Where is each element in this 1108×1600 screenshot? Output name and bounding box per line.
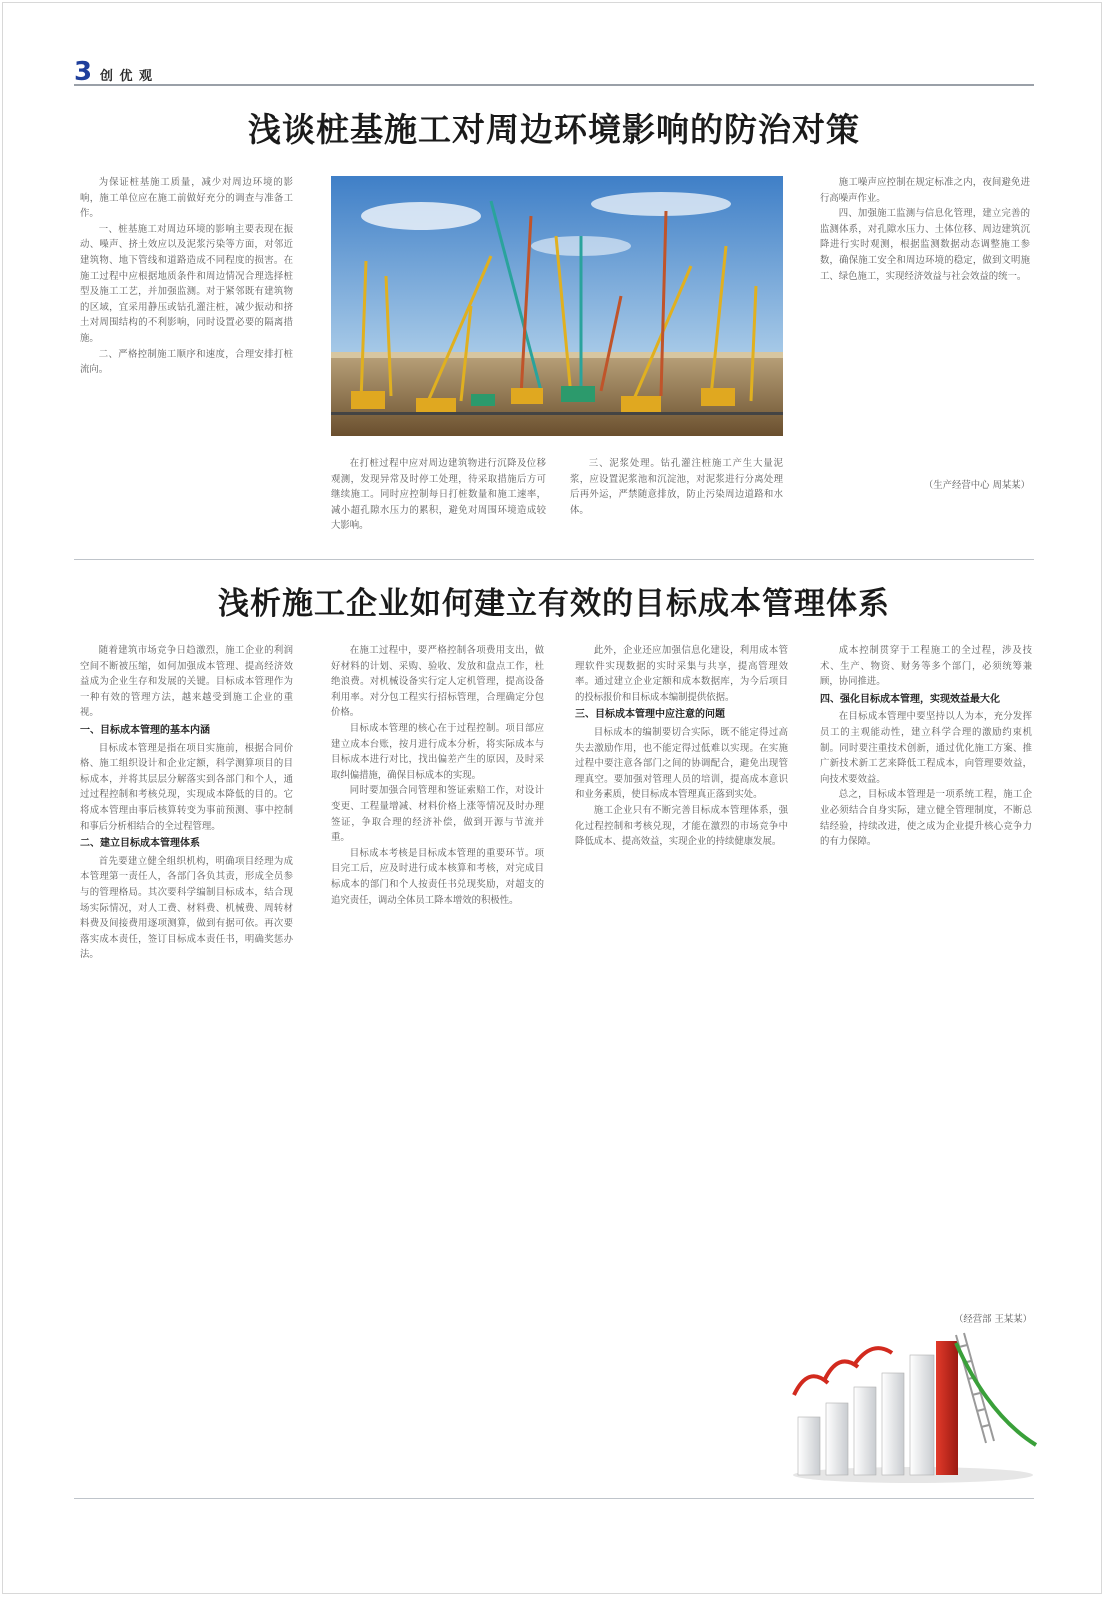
article1-col1-para: 为保证桩基施工质量，减少对周边环境的影响，施工单位应在施工前做好充分的调查与准备工作。	[80, 177, 293, 220]
article2-col3	[575, 643, 788, 1485]
article1-col4-para: 施工噪声应控制在规定标准之内，夜间避免进行高噪声作业。	[820, 177, 1030, 204]
article1-title: 浅谈桩基施工对周边环境影响的防治对策	[248, 110, 860, 149]
section-name: 创 优 观	[100, 69, 154, 84]
article2-col2-para: 在施工过程中，要严格控制各项费用支出，做好材料的计划、采购、验收、发放和盘点工作，杜绝浪费。对机械设备实行定人定机管理，提高设备利用率。对分包工程实行招标管理，合理确定分包价格。	[331, 645, 544, 719]
article1-col3-para: 三、泥浆处理。钻孔灌注桩施工产生大量泥浆，应设置泥浆池和沉淀池，对泥浆进行分离处理后再外运，严禁随意排放，防止污染周边道路和水体。	[570, 458, 783, 516]
article2-signature: （经营部 王某某）	[954, 1314, 1032, 1325]
article2-col1-para: 随着建筑市场竞争日趋激烈，施工企业的利润空间不断被压缩，如何加强成本管理、提高经济效益成为企业生存和发展的关键。目标成本管理作为一种有效的管理方法，越来越受到施工企业的重视。	[80, 645, 293, 719]
article2-col3-para: 此外，企业还应加强信息化建设，利用成本管理软件实现数据的实时采集与共享，提高管理效率。通过建立企业定额和成本数据库，为今后项目的投标报价和目标成本编制提供依据。	[575, 645, 788, 703]
header-rule	[74, 84, 1034, 86]
article2-col3-para: 施工企业只有不断完善目标成本管理体系，强化过程控制和考核兑现，才能在激烈的市场竞争中降低成本、提高效益，实现企业的持续健康发展。	[575, 804, 788, 848]
article2-title: 浅析施工企业如何建立有效的目标成本管理体系	[218, 586, 890, 622]
article1-col3	[570, 456, 783, 546]
article2-col4-para: 在目标成本管理中要坚持以人为本，充分发挥员工的主观能动性，建立科学合理的激励约束机制。同时要注重技术创新，通过优化施工方案、推广新技术新工艺来降低工程成本，向管理要效益，向技术要效益。	[820, 711, 1032, 785]
article1-col2	[331, 456, 546, 546]
article2-col3-subhead: 三、目标成本管理中应注意的问题	[575, 709, 725, 721]
article1-col2-para: 在打桩过程中应对周边建筑物进行沉降及位移观测，发现异常及时停工处理，待采取措施后方可继续施工。同时应控制每日打桩数量和施工速率，减小超孔隙水压力的累积，避免对周围环境造成较大影响。	[331, 458, 546, 532]
article1-col1-para: 一、桩基施工对周边环境的影响主要表现在振动、噪声、挤土效应以及泥浆污染等方面，对邻近建筑物、地下管线和道路造成不同程度的损害。在施工过程中应根据地质条件和周边情况合理选择桩型及施工工艺，并加强监测。对于紧邻既有建筑物的区域，宜采用静压或钻孔灌注桩，减少振动和挤土对周围结构的不利影响，同时设置必要的隔离措施。	[80, 223, 293, 344]
article2-col1-subhead: 一、目标成本管理的基本内涵	[80, 724, 210, 736]
article-divider	[74, 559, 1034, 560]
article2-col1-para: 首先要建立健全组织机构，明确项目经理为成本管理第一责任人，各部门各负其责，形成全员参与的管理格局。其次要科学编制目标成本，结合现场实际情况，对人工费、材料费、机械费、周转材料费及间接费用逐项测算，做到有据可依。再次要落实成本责任，签订目标成本责任书，明确奖惩办法。	[80, 855, 293, 961]
article2-col2-para: 目标成本管理的核心在于过程控制。项目部应建立成本台账，按月进行成本分析，将实际成本与目标成本进行对比，找出偏差产生的原因，及时采取纠偏措施，确保目标成本的实现。	[331, 722, 544, 781]
article2-col4-para: 总之，目标成本管理是一项系统工程，施工企业必须结合自身实际，建立健全管理制度，不断总结经验，持续改进，使之成为企业提升核心竞争力的有力保障。	[820, 789, 1032, 848]
article2-col4-subhead: 四、强化目标成本管理，实现效益最大化	[820, 693, 1000, 705]
article2-col2-para: 目标成本考核是目标成本管理的重要环节。项目完工后，应及时进行成本核算和考核，对完成目标成本的部门和个人按责任书兑现奖励，对超支的追究责任，调动全体员工降本增效的积极性。	[331, 847, 544, 906]
article2-col4-para: 成本控制贯穿于工程施工的全过程，涉及技术、生产、物资、财务等多个部门，必须统筹兼顾，协同推进。	[820, 645, 1032, 688]
footer-rule	[74, 1498, 1034, 1499]
cost-chart-illustration	[788, 1325, 1038, 1485]
article1-photo	[331, 176, 783, 436]
article1-col1	[80, 175, 293, 547]
article2-col1-subhead: 二、建立目标成本管理体系	[80, 838, 200, 850]
page-number: 3	[74, 57, 93, 87]
article1-signature-wrap	[820, 478, 1030, 496]
article2-col1	[80, 643, 293, 1485]
article1-col4-para: 四、加强施工监测与信息化管理，建立完善的监测体系，对孔隙水压力、土体位移、周边建筑沉降进行实时观测，根据监测数据动态调整施工参数，确保施工安全和周边环境的稳定，做到文明施工、绿色施工，实现经济效益与社会效益的统一。	[820, 208, 1030, 282]
article2-col2-para: 同时要加强合同管理和签证索赔工作，对设计变更、工程量增减、材料价格上涨等情况及时办理签证，争取合理的经济补偿，做到开源与节流并重。	[331, 785, 544, 844]
article2-col3-para: 目标成本的编制要切合实际，既不能定得过高失去激励作用，也不能定得过低难以实现。在实施过程中要注意各部门之间的协调配合，避免出现管理真空。要加强对管理人员的培训，提高成本意识和业务素质，使目标成本管理真正落到实处。	[575, 726, 788, 801]
article1-col4	[820, 175, 1030, 500]
page-header	[74, 58, 1034, 86]
article1-signature: （生产经营中心 周某某）	[923, 480, 1030, 491]
article2-col1-para: 目标成本管理是指在项目实施前，根据合同价格、施工组织设计和企业定额，科学测算项目的目标成本，并将其层层分解落实到各部门和个人，通过过程控制和考核兑现，实现成本降低的目的。它将成本管理由事后核算转变为事前预测、事中控制和事后分析相结合的全过程管理。	[80, 742, 293, 832]
article2-col2	[331, 643, 544, 1485]
article1-col1-para: 二、严格控制施工顺序和速度，合理安排打桩流向。	[80, 348, 293, 376]
article2-col4	[820, 643, 1032, 1323]
